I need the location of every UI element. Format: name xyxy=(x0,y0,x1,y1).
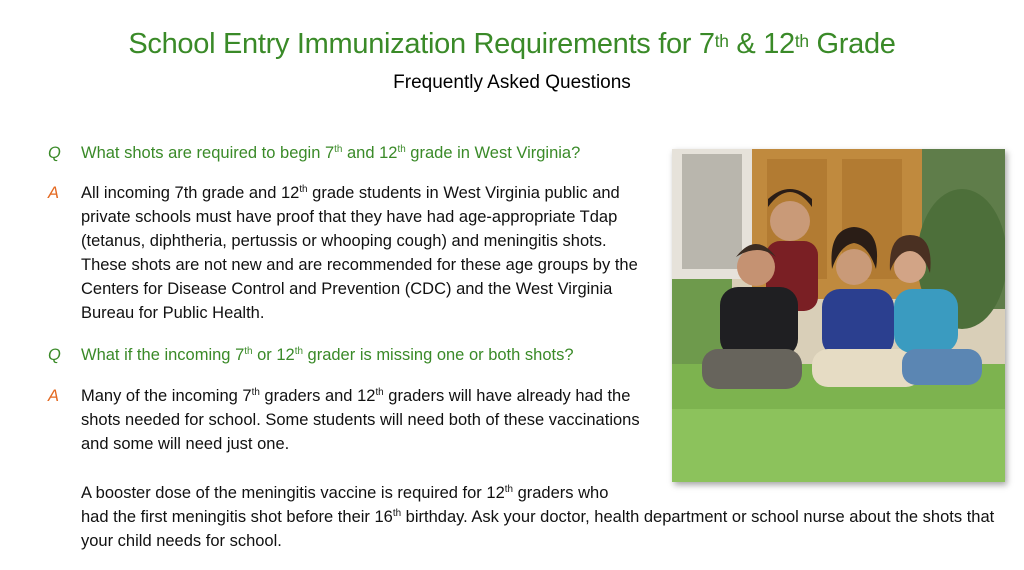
answer-marker: A xyxy=(48,184,60,202)
question-2-text: What if the incoming 7th or 12th grader is missing one or both shots? xyxy=(81,346,574,364)
answer-2-continued xyxy=(48,481,1008,553)
answer-marker: A xyxy=(48,387,60,405)
question-2 xyxy=(48,343,648,367)
booster-text: A booster dose of the meningitis vaccine is required for 12th graders who had the first meningitis shot before their 16th birthday. Ask your doctor, health department or school nurse about the shots that your child needs for school. xyxy=(81,484,995,550)
question-marker: Q xyxy=(48,144,61,162)
answer-1 xyxy=(48,181,648,325)
question-1 xyxy=(48,141,648,165)
page-subtitle: Frequently Asked Questions xyxy=(393,72,631,93)
family-photo-illustration xyxy=(672,149,1005,482)
question-1-text: What shots are required to begin 7th and 12th grade in West Virginia? xyxy=(81,144,581,162)
answer-2 xyxy=(48,384,658,456)
answer-2-text: Many of the incoming 7th graders and 12th graders will have already had the shots needed for school. Some students will need both of these vaccinations and some will need just one. xyxy=(81,387,640,453)
question-marker: Q xyxy=(48,346,61,364)
answer-1-text: All incoming 7th grade and 12th grade students in West Virginia public and private schools must have proof that they have had age-appropriate Tdap (tetanus, diphtheria, pertussis or whooping cough) and meningitis shots. These shots are not new and are recommended for these age groups by the Centers for Disease Control and Prevention (CDC) and the West Virginia Bureau for Public Health. xyxy=(81,184,638,322)
family-photo xyxy=(672,149,1005,482)
page-title: School Entry Immunization Requirements for 7th & 12th Grade xyxy=(128,28,896,60)
